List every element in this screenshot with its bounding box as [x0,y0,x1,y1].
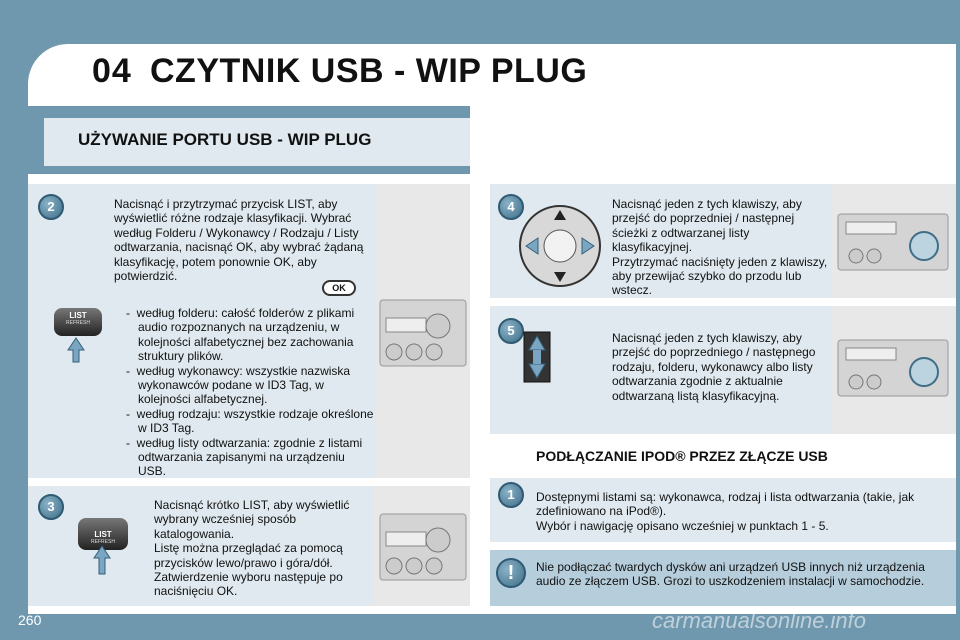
list-button-sublabel: REFRESH [91,539,115,545]
list-item: - według rodzaju: wszystkie rodzaje określone w ID3 Tag. [114,407,376,436]
ok-button-icon: OK [322,280,356,296]
watermark: carmanualsonline.info [652,608,867,633]
up-down-keys-icon [522,330,552,384]
step1-line: Dostępnymi listami są: wykonawca, rodzaj i lista odtwarzania (takie, jak zdefiniowano na iPod®). [536,490,915,519]
step3-line: Nacisnąć krótko LIST, aby wyświetlić wybrany wcześniej sposób katalogowania. [154,498,350,541]
chapter-number: 04 [92,52,132,90]
nav-pad-icon [518,204,602,288]
list-button-label: LIST [94,530,112,539]
classification-list [114,306,376,479]
step4-text [612,197,830,298]
step1-line: Wybór i nawigację opisano wcześniej w punktach 1 - 5. [536,518,829,533]
section-title-ipod: PODŁĄCZANIE IPOD® PRZEZ ZŁĄCZE USB [536,448,828,464]
page-title: CZYTNIK USB - WIP PLUG [150,52,588,90]
step3-line: Listę można przeglądać za pomocą przycisków lewo/prawo i góra/dół. [154,541,343,570]
step3-text [154,498,374,599]
step2-text: Nacisnąć i przytrzymać przycisk LIST, aby wyświetlić różne rodzaje klasyfikacji. Wybrać według Folderu / Wykonawcy / Rodzaju / Listy odtwarzania, nacisnąć OK, aby wybrać żądaną klasyfikację, potem ponownie OK, aby potwierdzić. [114,197,364,284]
step4-line: Przytrzymać naciśnięty jeden z klawiszy, aby przewijać szybko do przodu lub wstecz. [612,254,828,298]
warning-text: Nie podłączać twardych dysków ani urządzeń USB innych niż urządzenia audio ze złączem USB. Grozi to uszkodzeniem instalacji w samochodzie. [536,560,925,589]
step4-line: Nacisnąć jeden z tych klawiszy, aby przejść do poprzedniej / następnej ścieżki z odtwarzanej listy klasyfikacyjnej. [612,197,802,255]
list-button-icon [76,516,132,576]
warning-icon: ! [496,558,526,588]
list-button-sublabel: REFRESH [66,320,90,326]
list-item: - według listy odtwarzania: zgodnie z listami odtwarzania zapisanymi na urządzeniu USB. [114,436,376,479]
step3-line: Zatwierdzenie wyboru następuje po naciśnięciu OK. [154,570,343,599]
radio-unit-icon [376,296,470,372]
step-badge-2: 2 [38,194,64,220]
radio-unit-icon [836,210,952,276]
page-number: 260 [18,612,42,628]
step1-text [536,490,916,533]
list-button-label: LIST [69,311,87,320]
step-badge-5: 5 [498,318,524,344]
radio-unit-icon [376,510,470,586]
radio-unit-icon [836,336,952,402]
list-item: - według wykonawcy: wszystkie nazwiska wykonawców podane w ID3 Tag, w kolejności alfabetycznej. [114,364,376,407]
step-badge-4: 4 [498,194,524,220]
step-badge-3: 3 [38,494,64,520]
step5-text: Nacisnąć jeden z tych klawiszy, aby przejść do poprzedniego / następnego rodzaju, folderu, wykonawcy albo listy odtwarzania zgodnie z aktualnie odtwarzaną listą klasyfikacyjną. [612,331,816,403]
list-item: - według folderu: całość folderów z plikami audio rozpoznanych na urządzeniu, w kolejności alfabetycznej bez zachowania struktury plików. [114,306,376,364]
section-title-usb: UŻYWANIE PORTU USB - WIP PLUG [78,130,372,149]
step-badge-1: 1 [498,482,524,508]
